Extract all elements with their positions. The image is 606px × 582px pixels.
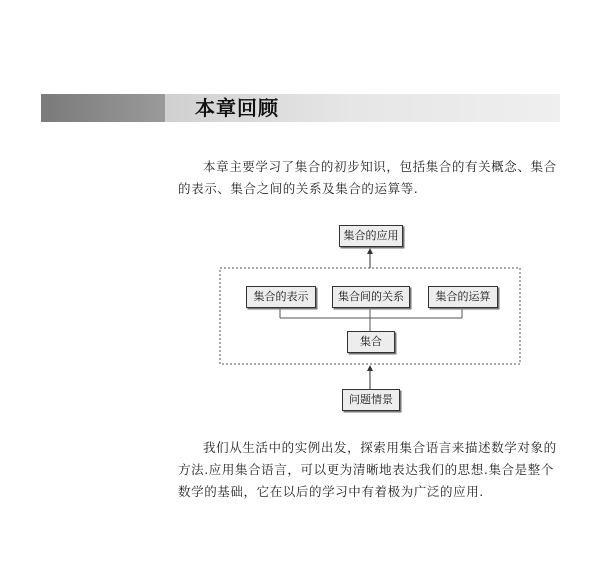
node-representation: 集合的表示 <box>246 286 316 308</box>
closing-paragraph: 我们从生活中的实例出发，探索用集合语言来描述数学对象的方法.应用集合语言，可以更为清晰地表达我们的思想.集合是整个数学的基础，它在以后的学习中有着极为广泛的应用. <box>178 440 557 499</box>
node-problem-scenario: 问题情景 <box>342 389 400 411</box>
node-application: 集合的应用 <box>339 225 403 247</box>
node-relations: 集合间的关系 <box>332 286 410 308</box>
section-title: 本章回顾 <box>195 96 279 120</box>
node-operations: 集合的运算 <box>428 286 498 308</box>
node-set: 集合 <box>347 331 395 353</box>
intro-paragraph: 本章主要学习了集合的初步知识，包括集合的有关概念、集合的表示、集合之间的关系及集合的运算等. <box>178 159 557 196</box>
